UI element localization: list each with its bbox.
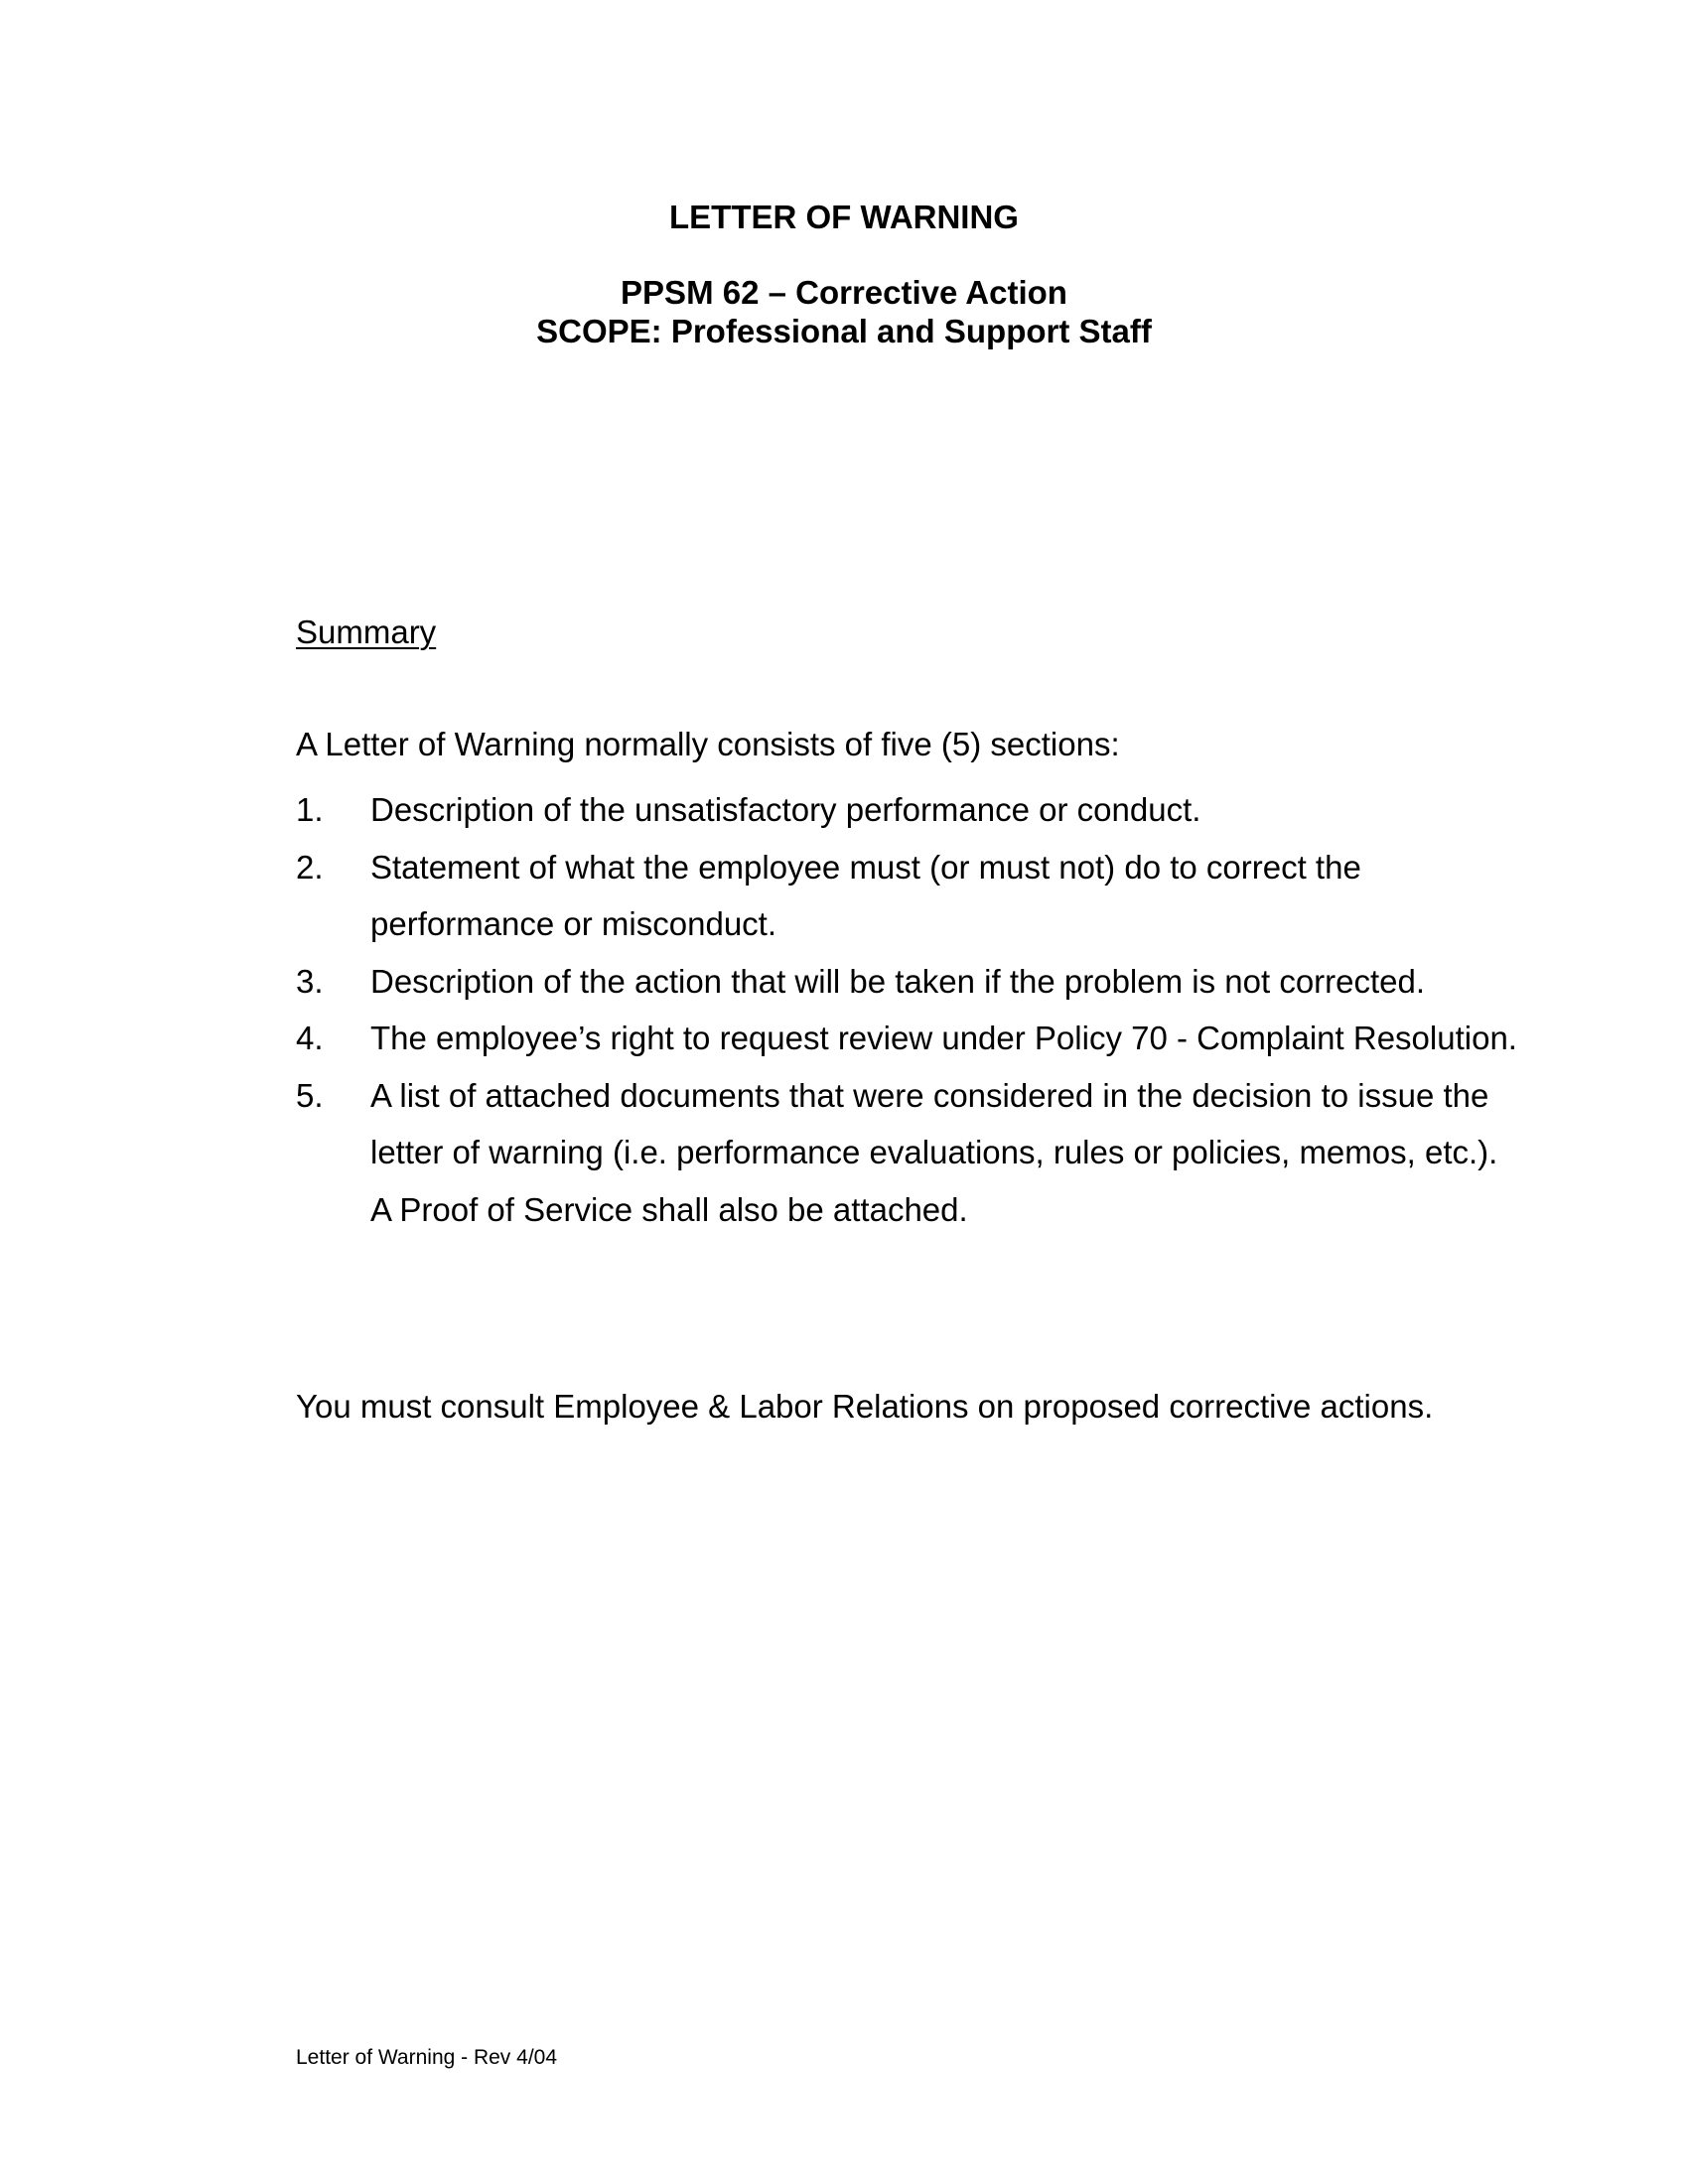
list-item-text: Description of the action that will be taken if the problem is not corrected. — [370, 962, 1426, 1000]
list-item-number: 5. — [296, 1076, 324, 1114]
list-item-number: 3. — [296, 962, 324, 1000]
list-item-number: 1. — [296, 791, 324, 828]
list-item — [296, 781, 1517, 839]
list-item-text: Description of the unsatisfactory performance or conduct. — [370, 791, 1201, 828]
scope-subtitle: SCOPE: Professional and Support Staff — [536, 313, 1152, 349]
list-item-text: A list of attached documents that were considered in the decision to issue the letter of warning (i.e. performance evaluations, rules or policies, memos, etc.). A Proof of Service shall also be attached. — [370, 1076, 1498, 1228]
list-item-number: 4. — [296, 1020, 324, 1056]
closing-note: You must consult Employee & Labor Relations on proposed corrective actions. — [296, 1388, 1434, 1425]
list-item — [296, 1067, 1517, 1239]
list-item-text: Statement of what the employee must (or must not) do to correct the performance or misconduct. — [370, 848, 1361, 942]
policy-subtitle: PPSM 62 – Corrective Action — [621, 274, 1067, 311]
footer-revision: Letter of Warning - Rev 4/04 — [296, 2046, 558, 2069]
list-item-number: 2. — [296, 848, 324, 886]
list-item — [296, 953, 1517, 1011]
sections-list — [296, 781, 1517, 1238]
list-item-text: The employee’s right to request review under Policy 70 - Complaint Resolution. — [370, 1020, 1517, 1056]
list-item — [296, 839, 1517, 953]
list-item — [296, 1010, 1517, 1067]
summary-heading: Summary — [296, 614, 437, 650]
intro-text: A Letter of Warning normally consists of five (5) sections: — [296, 726, 1120, 762]
document-title: LETTER OF WARNING — [669, 199, 1019, 235]
